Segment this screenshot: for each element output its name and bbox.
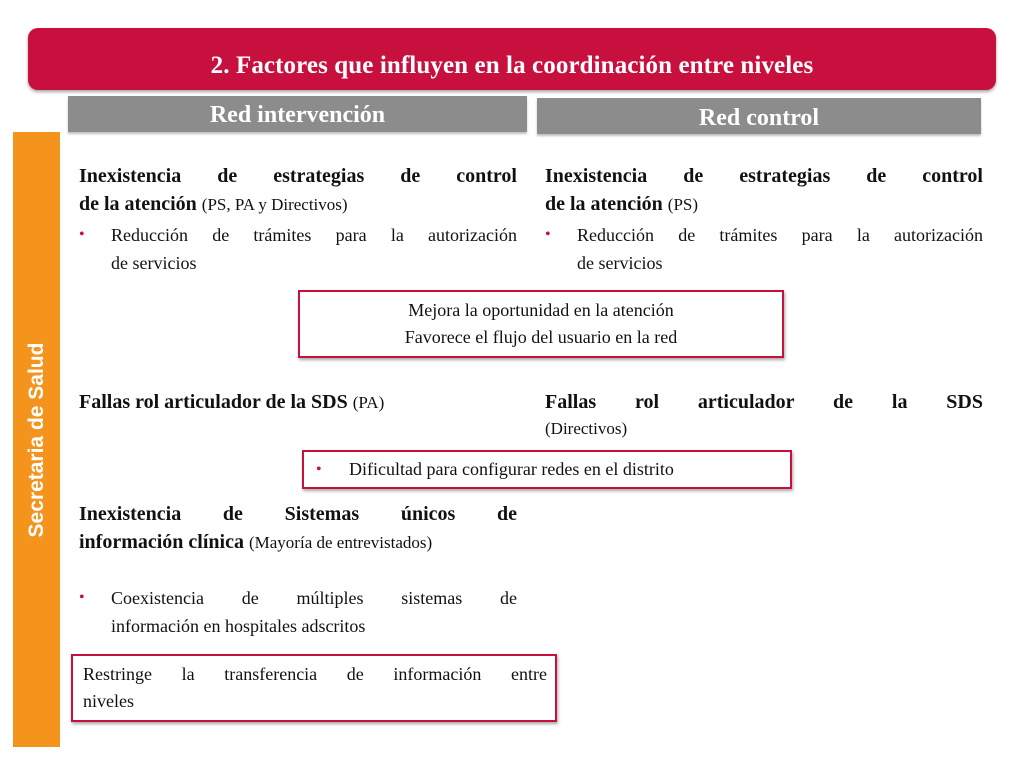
sidebar-label: Secretaria de Salud <box>25 342 48 538</box>
title-bar <box>28 28 996 90</box>
bullet-icon: • <box>316 461 322 478</box>
section2-left-heading: Fallas rol articulador de la SDS (PA) <box>79 391 385 413</box>
bullet-icon: • <box>79 226 85 243</box>
section1-left-bullet: • Reducción de trámites para la autorización de servicios <box>79 221 517 277</box>
bullet-icon: • <box>79 589 85 606</box>
section3-left-bullet: • Coexistencia de múltiples sistemas de información en hospitales adscritos <box>79 584 517 640</box>
section1-right-heading: Inexistencia de estrategias de control de la atención (PS) <box>545 165 983 215</box>
callout-box-oportunidad: Mejora la oportunidad en la atención Favorece el flujo del usuario en la red <box>298 290 784 358</box>
callout-box-dificultad: • Dificultad para configurar redes en el distrito <box>302 450 792 489</box>
section3-left-heading: Inexistencia de Sistemas únicos de información clínica (Mayoría de entrevistados) <box>79 503 517 553</box>
section2-right-heading: Fallas rol articulador de la SDS (Directivos) <box>545 391 983 438</box>
section1-left-heading: Inexistencia de estrategias de control de la atención (PS, PA y Directivos) <box>79 165 517 215</box>
callout-box-restringe: Restringe la transferencia de información entre niveles <box>71 654 557 722</box>
slide-title: 2. Factores que influyen en la coordinación entre niveles <box>210 52 814 79</box>
column-header-red-control: Red control <box>537 98 981 134</box>
column-header-red-intervencion: Red intervención <box>68 96 527 132</box>
section1-right-bullet: • Reducción de trámites para la autorización de servicios <box>545 221 983 277</box>
bullet-icon: • <box>545 226 551 243</box>
